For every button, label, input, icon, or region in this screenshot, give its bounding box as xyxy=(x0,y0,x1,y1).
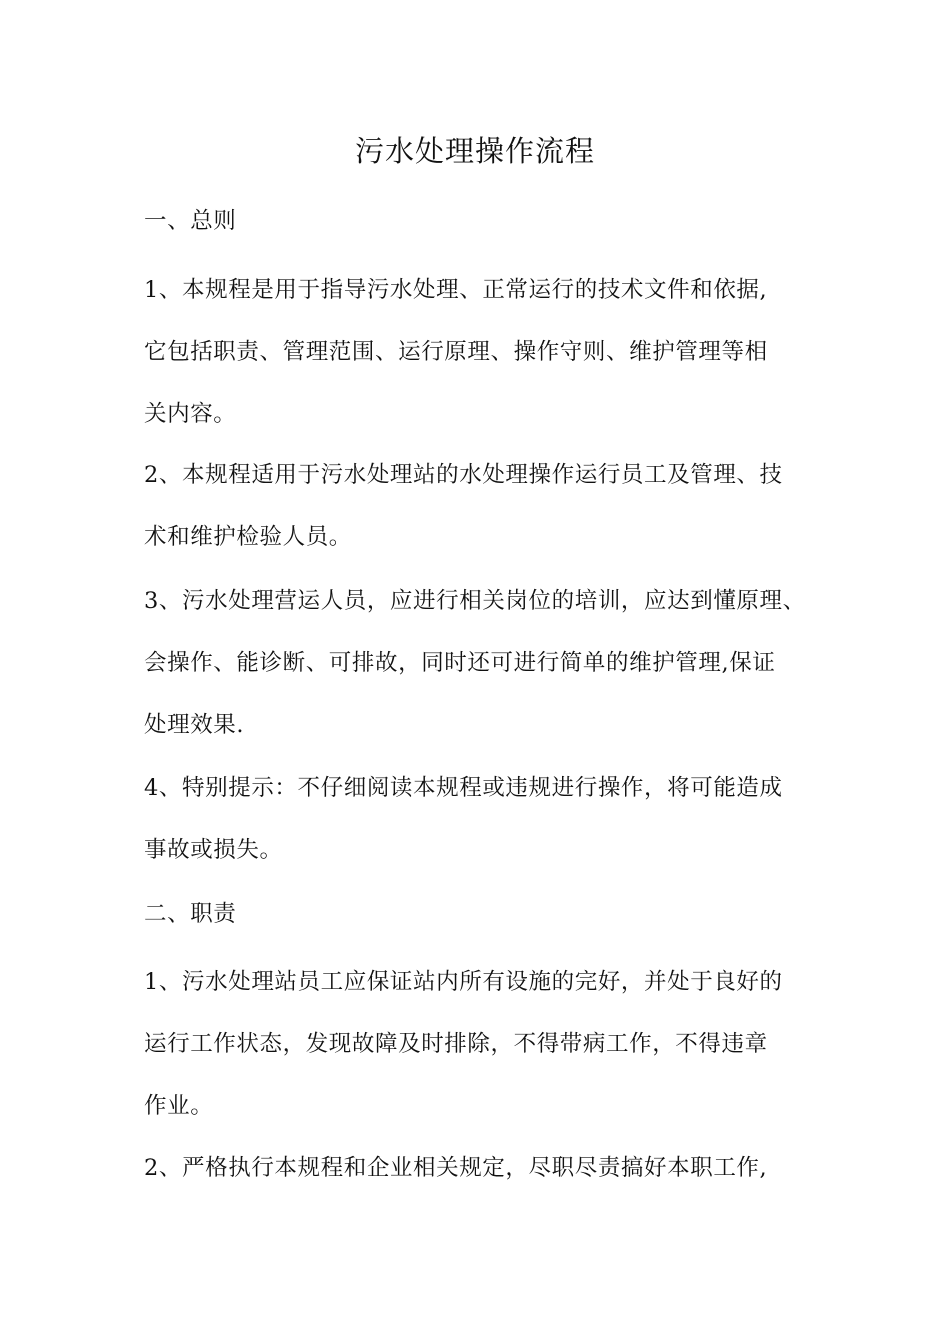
section-heading-general xyxy=(144,190,834,252)
section-heading-duties xyxy=(144,883,834,945)
paragraph-line: 处理效果. xyxy=(144,712,245,738)
paragraph-general-3 xyxy=(144,570,834,756)
paragraph-general-1 xyxy=(144,259,834,445)
paragraph-line: 它包括职责、管理范围、运行原理、操作守则、维护管理等相 xyxy=(144,339,768,365)
paragraph-line: 4、特别提示：不仔细阅读本规程或违规进行操作，将可能造成 xyxy=(144,775,783,801)
paragraph-line: 作业。 xyxy=(144,1093,214,1119)
paragraph-duties-1 xyxy=(144,951,834,1137)
paragraph-line: 3、污水处理营运人员，应进行相关岗位的培训，应达到懂原理、 xyxy=(144,588,806,614)
paragraph-line: 术和维护检验人员。 xyxy=(144,524,352,550)
paragraph-line: 关内容。 xyxy=(144,401,237,427)
paragraph-general-4 xyxy=(144,757,834,881)
document-title: 污水处理操作流程 xyxy=(354,134,595,168)
paragraph-line: 1、污水处理站员工应保证站内所有设施的完好，并处于良好的 xyxy=(144,969,783,995)
paragraph-duties-2 xyxy=(144,1137,834,1199)
paragraph-line: 会操作、能诊断、可排故，同时还可进行简单的维护管理,保证 xyxy=(144,650,776,676)
paragraph-line: 1、本规程是用于指导污水处理、正常运行的技术文件和依据, xyxy=(144,277,768,303)
paragraph-line: 事故或损失。 xyxy=(144,837,283,863)
paragraph-line: 2、严格执行本规程和企业相关规定，尽职尽责搞好本职工作, xyxy=(144,1155,768,1181)
paragraph-line: 运行工作状态，发现故障及时排除，不得带病工作，不得违章 xyxy=(144,1031,768,1057)
paragraph-general-2 xyxy=(144,444,834,568)
section-heading-text: 一、总则 xyxy=(144,208,237,234)
section-heading-text: 二、职责 xyxy=(144,901,237,927)
paragraph-line: 2、本规程适用于污水处理站的水处理操作运行员工及管理、技 xyxy=(144,462,783,488)
